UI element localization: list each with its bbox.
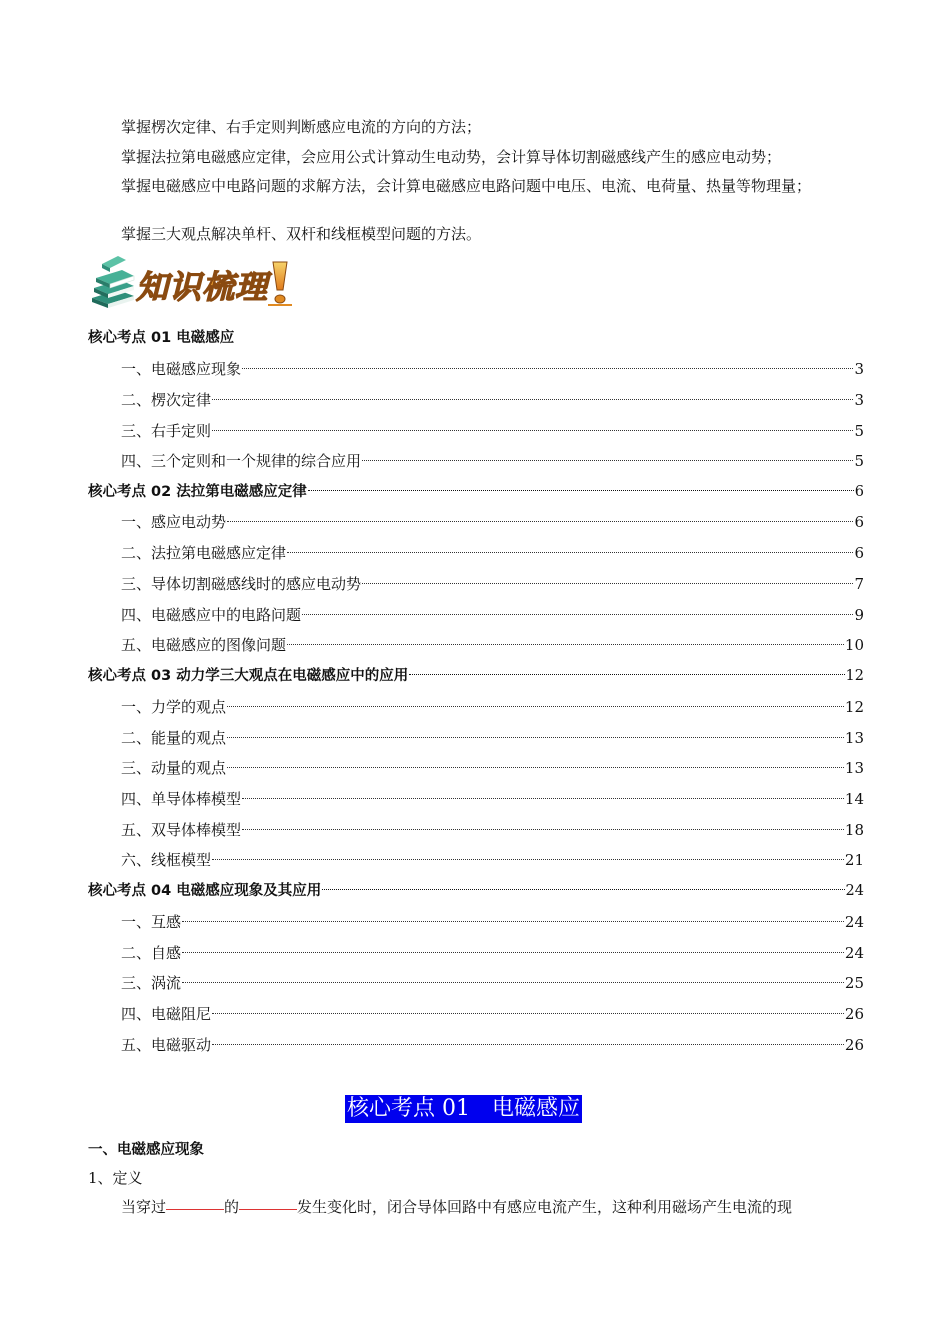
toc-page: 26 xyxy=(844,1005,864,1023)
fill-blank-1[interactable] xyxy=(166,1209,224,1210)
toc-page: 12 xyxy=(844,698,864,716)
toc-leader xyxy=(182,982,844,983)
toc-item[interactable] xyxy=(121,1003,864,1025)
toc-item[interactable] xyxy=(121,849,864,871)
toc-item[interactable] xyxy=(121,358,864,380)
toc-label: 五、电磁感应的图像问题 xyxy=(121,636,287,654)
toc-item[interactable] xyxy=(121,819,864,841)
toc-page: 9 xyxy=(854,606,864,624)
toc-page: 24 xyxy=(845,883,864,899)
toc-major-01[interactable] xyxy=(88,327,864,349)
text-segment: 当穿过 xyxy=(121,1198,167,1216)
toc-label: 四、三个定则和一个规律的综合应用 xyxy=(121,452,362,470)
toc-page: 3 xyxy=(854,391,864,409)
section-subheading: 一、电磁感应现象 xyxy=(88,1142,204,1158)
toc-item[interactable] xyxy=(121,634,864,656)
toc-label: 四、电磁感应中的电路问题 xyxy=(121,606,302,624)
toc-label: 五、电磁驱动 xyxy=(121,1036,212,1054)
toc-page: 13 xyxy=(844,759,864,777)
section-title: 核心考点 01 电磁感应 xyxy=(347,1096,580,1121)
toc-page: 6 xyxy=(854,544,864,562)
toc-major-02[interactable] xyxy=(88,481,864,503)
toc-page: 24 xyxy=(844,913,864,931)
toc-leader xyxy=(227,767,844,768)
toc-page: 3 xyxy=(854,360,864,378)
toc-label: 六、线框模型 xyxy=(121,851,212,869)
toc-leader xyxy=(212,430,853,431)
toc-item[interactable] xyxy=(121,573,864,595)
toc-page: 5 xyxy=(854,452,864,470)
toc-label: 二、自感 xyxy=(121,944,182,962)
toc-item[interactable] xyxy=(121,911,864,933)
toc-label: 五、双导体棒模型 xyxy=(121,821,242,839)
toc-major-03[interactable] xyxy=(88,665,864,687)
toc-label: 一、电磁感应现象 xyxy=(121,360,242,378)
toc-page: 10 xyxy=(844,636,864,654)
toc-item[interactable] xyxy=(121,757,864,779)
toc-item[interactable] xyxy=(121,696,864,718)
toc-leader xyxy=(242,368,853,369)
text-segment: 的 xyxy=(224,1198,240,1216)
toc-leader xyxy=(362,583,853,584)
toc-page: 6 xyxy=(854,513,864,531)
objective-3: 掌握电磁感应中电路问题的求解方法，会计算电磁感应电路问题中电压、电流、电荷量、热量等物理量； xyxy=(121,177,812,195)
toc-label: 二、楞次定律 xyxy=(121,391,212,409)
toc-leader xyxy=(182,921,844,922)
toc-item[interactable] xyxy=(121,542,864,564)
toc-label: 三、涡流 xyxy=(121,974,182,992)
toc-page: 12 xyxy=(845,668,864,684)
toc-page: 24 xyxy=(844,944,864,962)
toc-label: 四、电磁阻尼 xyxy=(121,1005,212,1023)
toc-page: 7 xyxy=(854,575,864,593)
toc-leader xyxy=(287,552,853,553)
toc-leader xyxy=(409,674,844,675)
toc-page: 25 xyxy=(844,974,864,992)
toc-item[interactable] xyxy=(121,389,864,411)
toc-leader xyxy=(322,889,844,890)
toc-page: 14 xyxy=(844,790,864,808)
toc-label: 二、法拉第电磁感应定律 xyxy=(121,544,287,562)
toc-leader xyxy=(362,460,853,461)
toc-label: 核心考点 01 电磁感应 xyxy=(88,330,235,346)
definition-text xyxy=(121,1196,792,1217)
toc-item[interactable] xyxy=(121,942,864,964)
toc-label: 核心考点 03 动力学三大观点在电磁感应中的应用 xyxy=(88,668,409,684)
toc-item[interactable] xyxy=(121,1034,864,1056)
toc-major-04[interactable] xyxy=(88,880,864,902)
toc-leader xyxy=(212,1044,844,1045)
exclamation-icon xyxy=(266,260,294,306)
toc-item[interactable] xyxy=(121,604,864,626)
banner-title: 知识梳理 xyxy=(136,268,269,306)
toc-page: 5 xyxy=(854,422,864,440)
toc-leader xyxy=(287,644,844,645)
toc-label: 二、能量的观点 xyxy=(121,729,227,747)
toc-item[interactable] xyxy=(121,511,864,533)
toc-item[interactable] xyxy=(121,788,864,810)
toc-label: 一、互感 xyxy=(121,913,182,931)
objective-2: 掌握法拉第电磁感应定律，会应用公式计算动生电动势，会计算导体切割磁感线产生的感应电动势； xyxy=(121,148,782,166)
toc-leader xyxy=(227,521,853,522)
toc-leader xyxy=(212,859,844,860)
toc-label: 一、力学的观点 xyxy=(121,698,227,716)
toc-label: 三、右手定则 xyxy=(121,422,212,440)
toc-leader xyxy=(227,737,844,738)
toc-label: 三、导体切割磁感线时的感应电动势 xyxy=(121,575,362,593)
toc-label: 核心考点 04 电磁感应现象及其应用 xyxy=(88,883,322,899)
toc-leader xyxy=(227,706,844,707)
objective-1: 掌握楞次定律、右手定则判断感应电流的方向的方法； xyxy=(121,118,482,136)
toc-label: 核心考点 02 法拉第电磁感应定律 xyxy=(88,484,307,500)
toc-page: 6 xyxy=(854,484,864,500)
toc-page: 26 xyxy=(844,1036,864,1054)
toc-item[interactable] xyxy=(121,727,864,749)
toc-leader xyxy=(242,829,844,830)
knowledge-banner xyxy=(88,250,298,312)
toc-item[interactable] xyxy=(121,450,864,472)
toc-page: 18 xyxy=(844,821,864,839)
toc-leader xyxy=(212,1013,844,1014)
fill-blank-2[interactable] xyxy=(239,1209,297,1210)
toc-label: 一、感应电动势 xyxy=(121,513,227,531)
toc-label: 三、动量的观点 xyxy=(121,759,227,777)
toc-leader xyxy=(182,952,844,953)
toc-leader xyxy=(308,490,854,491)
toc-label: 四、单导体棒模型 xyxy=(121,790,242,808)
toc-leader xyxy=(242,798,844,799)
toc-page: 21 xyxy=(844,851,864,869)
text-segment: 发生变化时，闭合导体回路中有感应电流产生，这种利用磁场产生电流的现 xyxy=(297,1198,793,1216)
objective-4: 掌握三大观点解决单杆、双杆和线框模型问题的方法。 xyxy=(121,225,482,243)
toc-page: 13 xyxy=(844,729,864,747)
toc-leader xyxy=(302,614,853,615)
toc-leader xyxy=(212,399,853,400)
toc-item[interactable] xyxy=(121,972,864,994)
toc-item[interactable] xyxy=(121,420,864,442)
definition-heading: 1、定义 xyxy=(88,1169,143,1187)
